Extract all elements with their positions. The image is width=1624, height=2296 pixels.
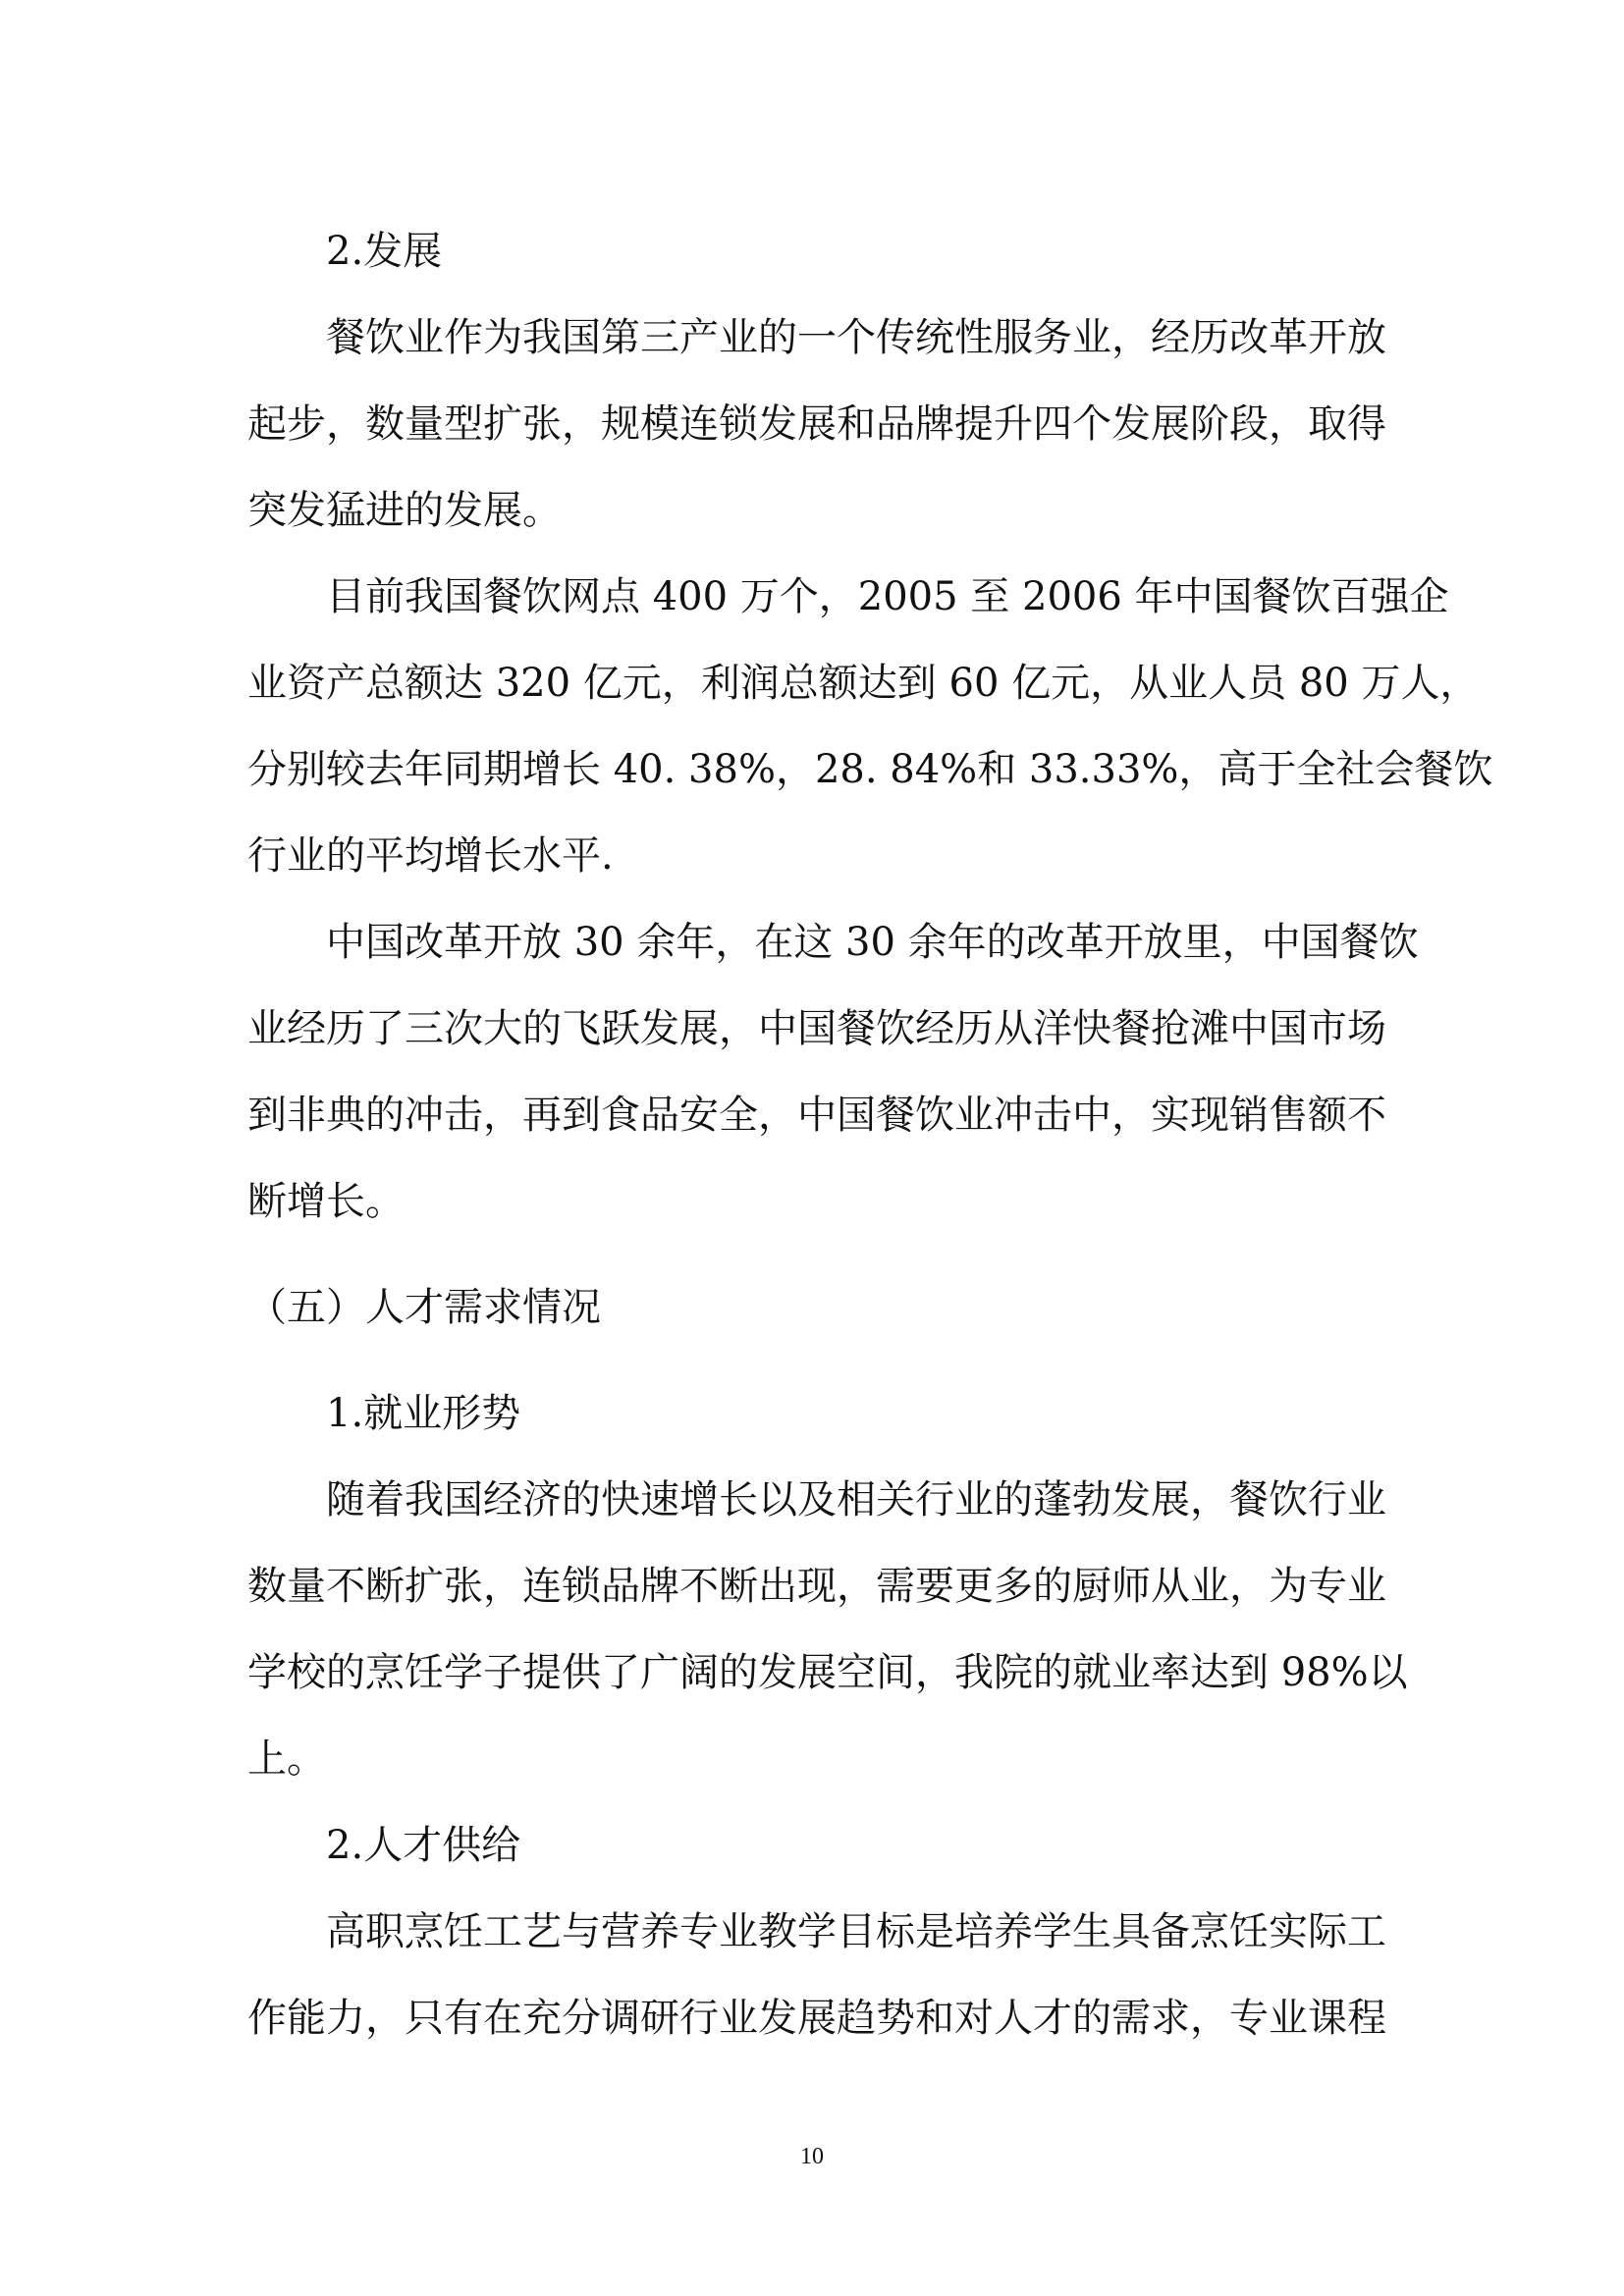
paragraph-line: 突发猛进的发展。	[247, 488, 562, 533]
paragraph-overview	[247, 294, 1386, 554]
paragraph-line: 随着我国经济的快速增长以及相关行业的蓬勃发展，餐饮行业	[326, 1477, 1386, 1522]
paragraph-line: 餐饮业作为我国第三产业的一个传统性服务业，经历改革开放	[326, 315, 1386, 360]
subsection-heading-development: 2.发展	[326, 229, 443, 274]
paragraph-line: 分别较去年同期增长 40. 38%，28. 84%和 33.33%，高于全社会餐饮	[247, 747, 1493, 792]
paragraph-line: 到非典的冲击，再到食品安全，中国餐饮业冲击中，实现销售额不	[247, 1093, 1386, 1138]
subsection-heading-employment: 1.就业形势	[326, 1391, 521, 1436]
paragraph-line: 行业的平均增长水平.	[247, 833, 614, 879]
paragraph-statistics	[247, 554, 1493, 899]
document-page	[247, 208, 1493, 2061]
paragraph-reform	[247, 899, 1419, 1245]
paragraph-line: 作能力，只有在充分调研行业发展趋势和对人才的需求，专业课程	[247, 1996, 1386, 2041]
paragraph-line: 目前我国餐饮网点 400 万个，2005 至 2006 年中国餐饮百强企	[326, 574, 1449, 619]
paragraph-line: 起步，数量型扩张，规模连锁发展和品牌提升四个发展阶段，取得	[247, 401, 1386, 447]
subsection-heading-talent-supply: 2.人才供给	[326, 1823, 521, 1868]
page-number: 10	[800, 2144, 824, 2169]
section-heading-talent-demand: （五）人才需求情况	[247, 1285, 601, 1330]
paragraph-line: 上。	[247, 1736, 326, 1782]
paragraph-line: 高职烹饪工艺与营养专业教学目标是培养学生具备烹饪实际工	[326, 1909, 1386, 1954]
paragraph-line: 业经历了三次大的飞跃发展，中国餐饮经历从洋快餐抢滩中国市场	[247, 1006, 1386, 1051]
paragraph-line: 数量不断扩张，连锁品牌不断出现，需要更多的厨师从业，为专业	[247, 1564, 1386, 1609]
paragraph-line: 断增长。	[247, 1179, 405, 1224]
paragraph-line: 业资产总额达 320 亿元，利润总额达到 60 亿元，从业人员 80 万人，	[247, 661, 1480, 706]
paragraph-line: 学校的烹饪学子提供了广阔的发展空间，我院的就业率达到 98%以	[247, 1650, 1408, 1695]
paragraph-employment	[247, 1457, 1408, 1802]
paragraph-line: 中国改革开放 30 余年，在这 30 余年的改革开放里，中国餐饮	[326, 920, 1419, 965]
paragraph-talent-supply	[247, 1889, 1386, 2061]
